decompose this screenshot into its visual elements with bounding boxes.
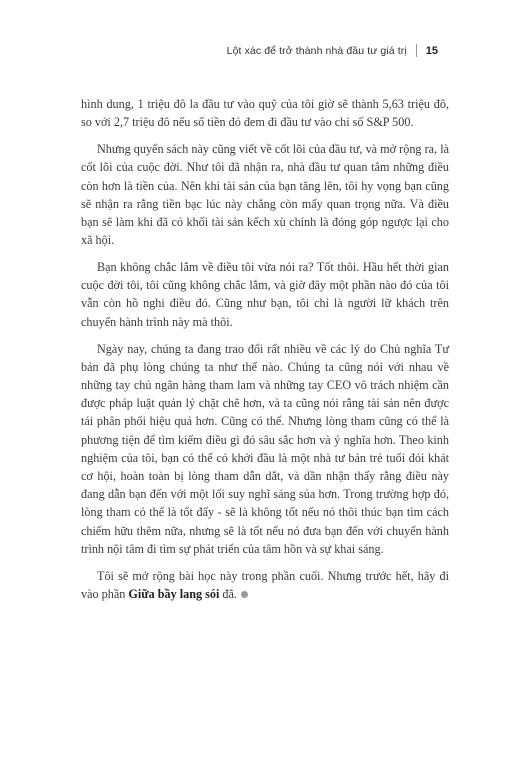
paragraph: hình dung, 1 triệu đô la đầu tư vào quỹ của tôi giờ sẽ thành 5,63 triệu đô, so với 2,7 triệu đô nếu số tiền đó đem đi đầu tư vào chỉ số S&P 500. [81, 97, 449, 130]
paragraph: Bạn không chắc lắm về điều tôi vừa nói ra? Tốt thôi. Hầu hết thời gian cuộc đời tôi, tôi cũng không chắc lắm, và giờ đây một phần nào đó của tôi vẫn còn hồ nghi điều đó. Cũng như bạn, tôi chỉ là người lữ khách trên chuyến hành trình này mà thôi. [81, 260, 449, 329]
paragraph-text: Tôi sẽ mở rộng bài học này trong phần cuối. Nhưng trước hết, hãy đi vào phần [81, 568, 449, 601]
chapter-title: Lột xác để trở thành nhà đầu tư giá trị [226, 44, 407, 57]
paragraph: Ngày nay, chúng ta đang trao đổi rất nhiều về các lý do Chủ nghĩa Tư bản đã phụ lòng chúng ta như thế nào. Chúng ta cũng nói với nhau về những tay chủ ngân hàng tham lam và những tay CEO vô trách nhiệm cần được pháp luật quản lý chặt chẽ hơn, và ta cũng nói rằng tài sản nên được tái phân phối hiệu quả hơn. Cũng có thể. Nhưng lòng tham cũng có thể là phương tiện để tìm kiếm điều gì đó sâu sắc hơn và ý nghĩa hơn. Theo kinh nghiệm của tôi, bạn có thể có khởi đầu là một nhà tư bản trẻ tuổi đói khát cơ hội, hoàn toàn bị lòng tham dẫn dắt, và dần nhận thấy rằng điều này đang dẫn bạn đến với một lối suy nghĩ sáng sủa hơn. Trong trường hợp đó, lòng tham có thể là tốt đấy - sẽ là không tốt nếu nó thôi thúc bạn tìm cách chiếm hữu thêm nữa, nhưng sẽ là tốt nếu nó đưa bạn đến với chuyến hành trình nội tâm đi tìm sự phát triển của tâm hồn và sự khai sáng. [81, 341, 449, 556]
section-reference: Giữa bầy lang sói [128, 586, 220, 601]
paragraph [81, 567, 449, 603]
header-divider [416, 44, 417, 57]
paragraph-text: đã. [219, 586, 237, 601]
body-text [81, 95, 449, 612]
paragraph: Nhưng quyển sách này cũng viết về cốt lõi của đầu tư, và mở rộng ra, là cốt lõi của cuộc đời. Như tôi đã nhận ra, nhà đầu tư quan tâm những điều còn hơn là tiền của. Nên khi tài sản của bạn tăng lên, tôi hy vọng bạn cũng sẽ nhận ra rằng tiền bạc lúc này chẳng còn mấy quan trọng nữa. Và điều bạn sẽ làm khi đã có khối tài sản kếch xù chính là đóng góp ngược lại cho xã hội. [81, 142, 449, 248]
end-of-chapter-dot-icon [241, 591, 248, 598]
page-number: 15 [425, 44, 438, 57]
running-header [227, 44, 438, 57]
